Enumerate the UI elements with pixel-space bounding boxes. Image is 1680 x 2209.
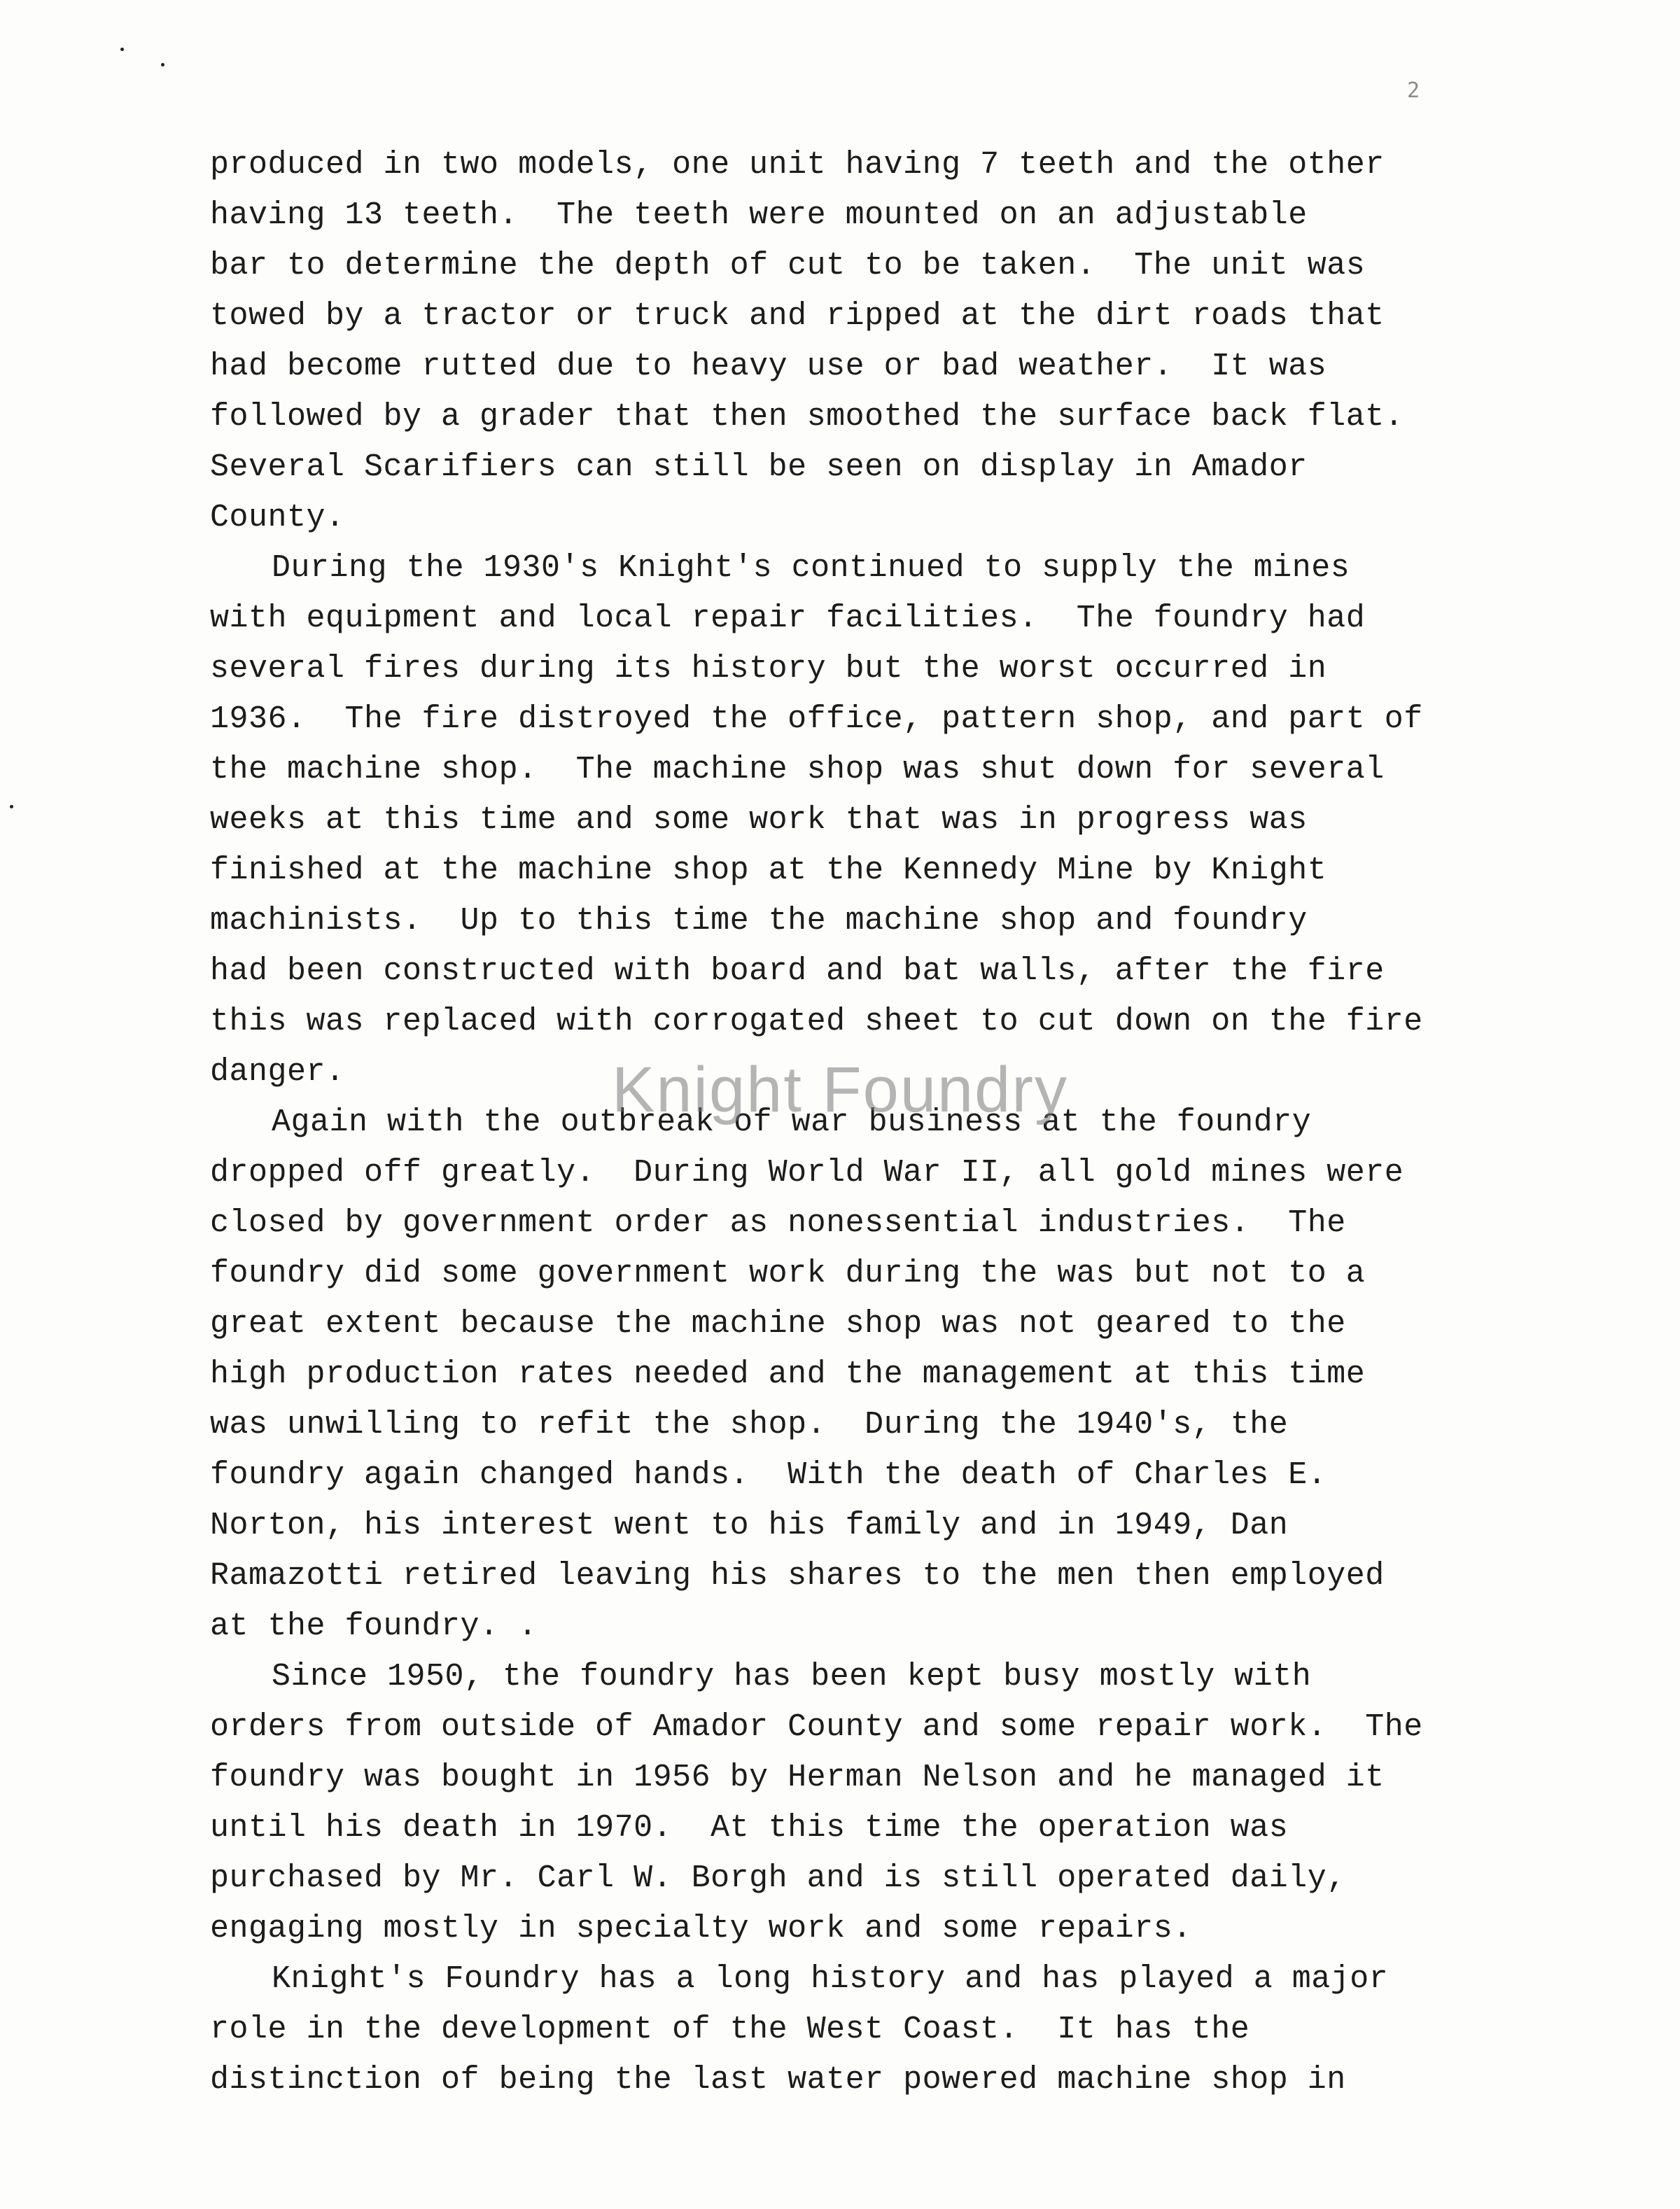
text-line: Since 1950, the foundry has been kept busy mostly with (272, 1659, 1312, 1695)
scan-speck (120, 48, 124, 51)
text-line: followed by a grader that then smoothed the surface back flat. (210, 399, 1404, 435)
text-line: this was replaced with corrogated sheet to cut down on the fire (210, 1004, 1423, 1039)
text-line: with equipment and local repair facilities. The foundry had (210, 601, 1366, 636)
text-line: the machine shop. The machine shop was shut down for several (210, 752, 1385, 787)
text-line: distinction of being the last water powered machine shop in (210, 2062, 1346, 2098)
text-line: finished at the machine shop at the Kennedy Mine by Knight (210, 853, 1327, 888)
text-line: purchased by Mr. Carl W. Borgh and is still operated daily, (210, 1860, 1346, 1896)
text-line: 1936. The fire distroyed the office, pattern shop, and part of (210, 701, 1423, 737)
text-line: engaging mostly in specialty work and some repairs. (210, 1911, 1192, 1947)
scan-speck (161, 63, 164, 66)
page-number: 2 (1407, 78, 1420, 103)
text-line: role in the development of the West Coast. It has the (210, 2012, 1250, 2047)
paragraph-1930s-fire (210, 543, 1575, 1098)
text-line: During the 1930's Knight's continued to supply the mines (272, 550, 1350, 586)
body-text (210, 140, 1575, 2105)
text-line: Again with the outbreak of war business at the foundry (272, 1104, 1312, 1140)
text-line: Knight's Foundry has a long history and has played a major (272, 1961, 1389, 1997)
text-line: having 13 teeth. The teeth were mounted on an adjustable (210, 197, 1308, 233)
text-line: high production rates needed and the management at this time (210, 1356, 1366, 1392)
paragraph-world-war-ii (210, 1098, 1575, 1652)
text-line: weeks at this time and some work that was in progress was (210, 802, 1308, 838)
text-line: towed by a tractor or truck and ripped at the dirt roads that (210, 298, 1385, 334)
text-line: produced in two models, one unit having 7 teeth and the other (210, 147, 1385, 183)
text-line: Ramazotti retired leaving his shares to the men then employed (210, 1558, 1385, 1594)
text-line: had been constructed with board and bat walls, after the fire (210, 953, 1385, 989)
paragraph-history-summary (210, 1954, 1575, 2105)
text-line: until his death in 1970. At this time the operation was (210, 1810, 1289, 1846)
text-line: was unwilling to refit the shop. During the 1940's, the (210, 1407, 1289, 1443)
scan-speck (10, 805, 13, 808)
text-line: Norton, his interest went to his family and in 1949, Dan (210, 1508, 1289, 1543)
text-line: Several Scarifiers can still be seen on display in Amador (210, 449, 1308, 485)
text-line: closed by government order as nonessential industries. The (210, 1205, 1346, 1241)
text-line: had become rutted due to heavy use or bad weather. It was (210, 349, 1327, 384)
paragraph-scarifiers (210, 140, 1575, 543)
watermark: Knight Foundry (612, 1054, 1068, 1125)
text-line: County. (210, 500, 345, 535)
text-line: bar to determine the depth of cut to be taken. The unit was (210, 248, 1366, 283)
text-line: at the foundry. . (210, 1608, 538, 1644)
text-line: foundry did some government work during the was but not to a (210, 1256, 1366, 1291)
text-line: machinists. Up to this time the machine shop and foundry (210, 903, 1308, 939)
text-line: foundry was bought in 1956 by Herman Nelson and he managed it (210, 1760, 1385, 1795)
text-line: danger. (210, 1054, 345, 1090)
text-line: great extent because the machine shop was not geared to the (210, 1306, 1346, 1342)
text-line: several fires during its history but the worst occurred in (210, 651, 1327, 687)
text-line: foundry again changed hands. With the death of Charles E. (210, 1457, 1327, 1493)
paragraph-since-1950 (210, 1652, 1575, 1954)
text-line: orders from outside of Amador County and some repair work. The (210, 1709, 1423, 1745)
text-line: dropped off greatly. During World War II, all gold mines were (210, 1155, 1404, 1191)
